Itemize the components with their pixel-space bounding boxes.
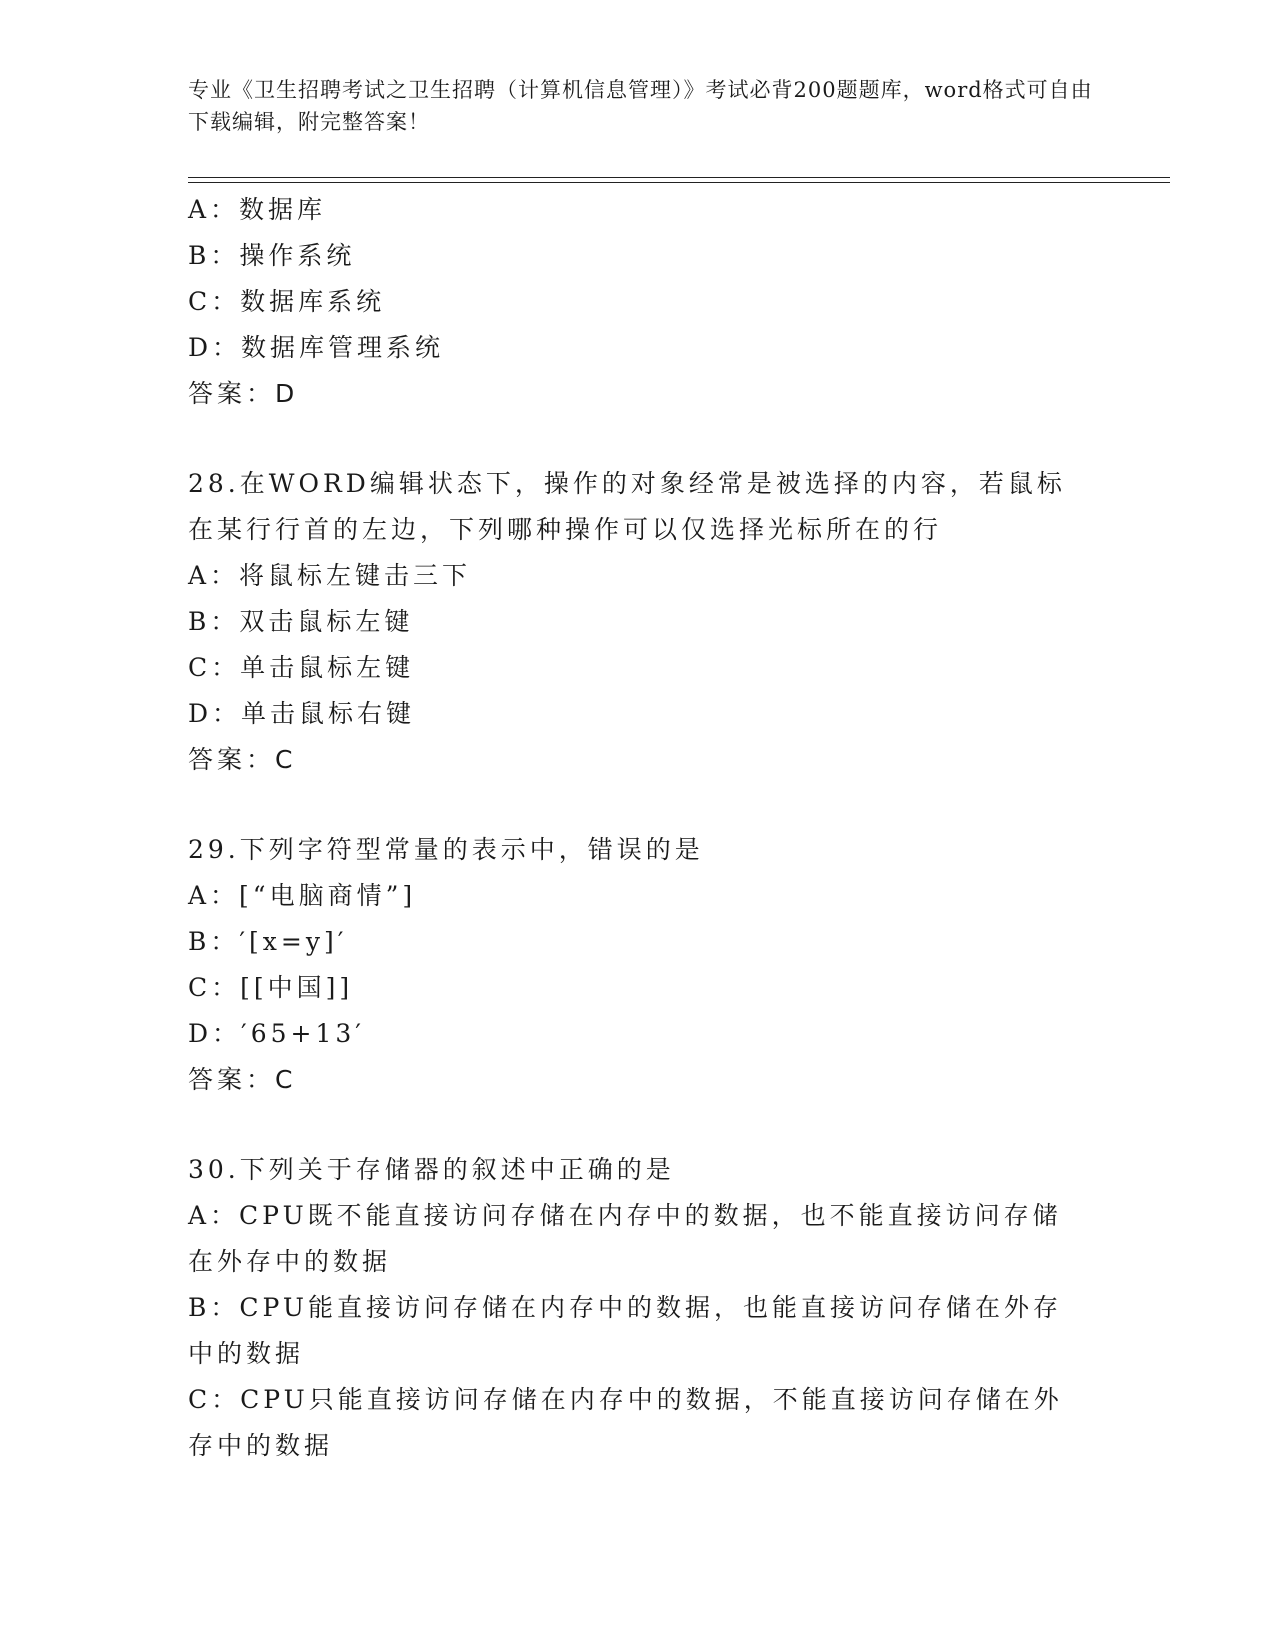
option-c: C：[[中国]]: [188, 973, 354, 1002]
header-rule-top: [188, 177, 1170, 178]
option-a: A：数据库: [188, 195, 327, 224]
answer: 答案：C: [188, 1065, 297, 1094]
option-c: C：数据库系统: [188, 287, 386, 316]
option-b: B：操作系统: [188, 241, 356, 270]
option-d: D：单击鼠标右键: [188, 699, 416, 728]
question-list: [188, 187, 1088, 1469]
question-28: [188, 461, 1088, 783]
answer: 答案：C: [188, 745, 297, 774]
option-b: B：双击鼠标左键: [188, 607, 414, 636]
option-d: D：′65+13′: [188, 1019, 365, 1048]
question-30: [188, 1147, 1088, 1469]
option-a: A：将鼠标左键击三下: [188, 561, 472, 590]
option-d: D：数据库管理系统: [188, 333, 445, 362]
option-a: A：CPU既不能直接访问存储在内存中的数据，也不能直接访问存储在外存中的数据: [188, 1201, 1062, 1276]
question-text: 30.下列关于存储器的叙述中正确的是: [188, 1155, 675, 1184]
option-c: C：单击鼠标左键: [188, 653, 415, 682]
header-rule-bottom: [188, 182, 1170, 183]
spacer: [188, 1103, 1088, 1147]
spacer: [188, 417, 1088, 461]
question-text: 28.在WORD编辑状态下，操作的对象经常是被选择的内容，若鼠标在某行行首的左边，下列哪种操作可以仅选择光标所在的行: [188, 469, 1066, 544]
option-b: B：CPU能直接访问存储在内存中的数据，也能直接访问存储在外存中的数据: [188, 1293, 1062, 1368]
option-b: B：′[x=y]′: [188, 927, 348, 956]
option-c: C：CPU只能直接访问存储在内存中的数据，不能直接访问存储在外存中的数据: [188, 1385, 1063, 1460]
option-a: A：[“电脑商情”]: [188, 881, 417, 910]
question-27: [188, 187, 1088, 417]
page-header: 专业《卫生招聘考试之卫生招聘（计算机信息管理）》考试必背200题题库，word格式可自由下载编辑，附完整答案！: [188, 78, 1093, 134]
answer: 答案：D: [188, 379, 299, 408]
question-text: 29.下列字符型常量的表示中，错误的是: [188, 835, 704, 864]
spacer: [188, 783, 1088, 827]
question-29: [188, 827, 1088, 1103]
